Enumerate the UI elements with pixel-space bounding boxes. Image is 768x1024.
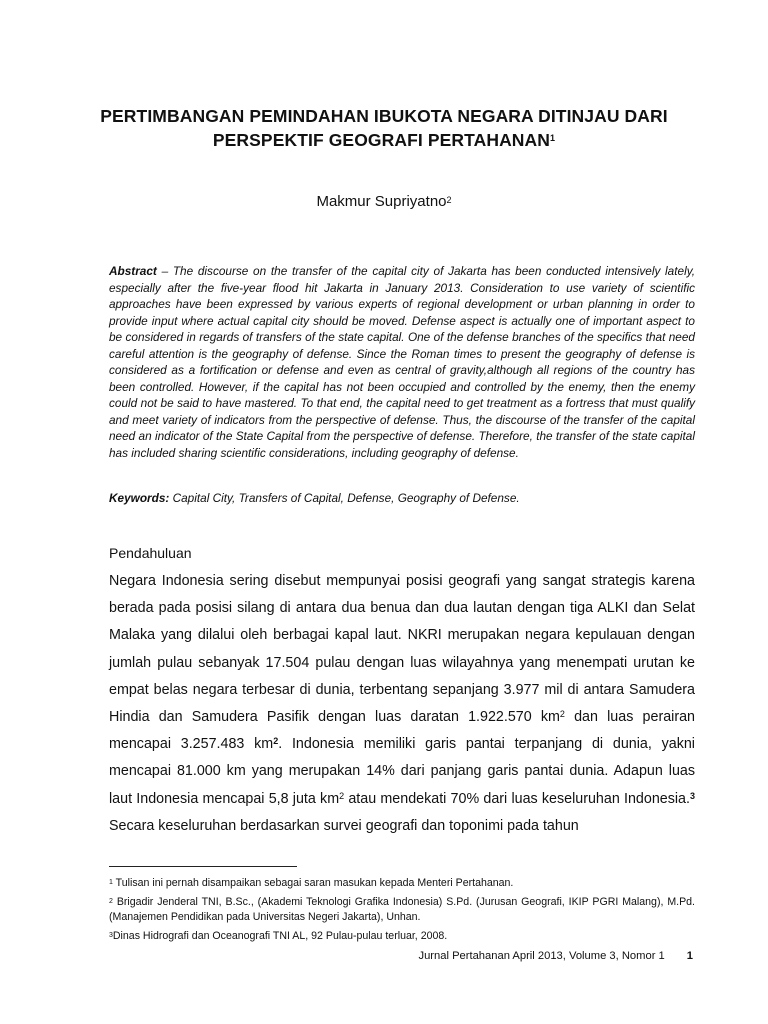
author-name bbox=[80, 192, 688, 212]
author-text: Makmur Supriyatno bbox=[316, 193, 447, 210]
title-line-2: PERSPEKTIF GEOGRAFI PERTAHANAN bbox=[212, 130, 551, 150]
body-text-5: Secara keseluruhan berdasarkan survei geografi dan toponimi pada tahun bbox=[109, 817, 579, 834]
body-text-3: . Indonesia memiliki garis pantai terpanjang di dunia, yakni mencapai 81.000 km yang merupakan 14% dari panjang garis pantai dunia. Adapun luas laut Indonesia mencapai 5,8 juta km bbox=[109, 736, 695, 807]
abstract-label: Abstract bbox=[109, 264, 157, 278]
footnote-3-text: Dinas Hidrografi dan Oceanografi TNI AL, 92 Pulau-pulau terluar, 2008. bbox=[112, 929, 448, 942]
body-paragraph bbox=[109, 568, 695, 840]
page-number: 1 bbox=[686, 950, 693, 962]
abstract-text: – The discourse on the transfer of the capital city of Jakarta has been conducted intensively lately, especially after the five-year flood hit Jakarta in January 2013. Consideration to use variety of scientific approaches have been expressed by various experts of regional development or urban planning in order to provide input where actual capital city should be moved. Defense aspect is actually one of important aspect to be considered in regards of transfers of the state capital. One of the defense branches of the specifics that need careful attention is the geography of defense. Since the Roman times to present the geography of defense is considered as a fortification or defense and even as central of gravity,although all regions of the country has been controlled. However, if the capital has not been occupied and controlled by the enemy, then the enemy could not be said to have mastered. To that end, the capital need to get treatment as a fortress that must qualify and meet variety of indicators from the perspective of defense. Thus, the discourse of the transfer of the capital need an indicator of the State Capital from the perspective of defense. Therefore, the transfer of the state capital has included sharing scientific considerations, including geography of defense. bbox=[109, 264, 695, 460]
title-footnote-marker: 1 bbox=[550, 133, 556, 143]
footnote-divider bbox=[109, 866, 297, 867]
footnote-1-marker: 1 bbox=[109, 879, 113, 886]
keywords-label: Keywords: bbox=[109, 491, 170, 505]
body-text-1: Negara Indonesia sering disebut mempunyai posisi geografi yang sangat strategis karena berada pada posisi silang di antara dua benua dan dua lautan dengan tiga ALKI dan Selat Malaka yang dilalui oleh berbagai kapal laut. NKRI merupakan negara kepulauan dengan jumlah pulau sebanyak 17.504 pulau dengan luas wilayahnya yang menempati urutan ke empat belas negara terbesar di dunia, terbentang sepanjang 3.977 mil di antara Samudera Hindia dan Samudera Pasifik dengan luas daratan 1.922.570 km bbox=[109, 573, 695, 726]
keywords bbox=[109, 490, 695, 506]
abstract bbox=[109, 263, 695, 461]
footnote-1 bbox=[109, 876, 695, 892]
footnote-2 bbox=[109, 895, 695, 926]
superscript-area-3: 2 bbox=[339, 790, 345, 801]
footnote-2-text: Brigadir Jenderal TNI, B.Sc., (Akademi Teknologi Grafika Indonesia) S.Pd. (Jurusan Geografi, IKIP PGRI Malang), M.Pd. (Manajemen Pendidikan pada Universitas Negeri Jakarta), Unhan. bbox=[109, 895, 695, 923]
running-footer bbox=[418, 949, 693, 963]
body-text-2: dan luas perairan mencapai 3.257.483 km bbox=[109, 709, 695, 753]
paper-title bbox=[80, 104, 688, 152]
footnote-3-marker: 3 bbox=[109, 931, 113, 939]
footnote-ref-3: 3 bbox=[689, 790, 695, 801]
title-line-1: PERTIMBANGAN PEMINDAHAN IBUKOTA NEGARA DITINJAU DARI bbox=[100, 106, 668, 126]
superscript-area-1: 2 bbox=[559, 709, 565, 720]
footnotes bbox=[109, 876, 695, 947]
keywords-text: Capital City, Transfers of Capital, Defense, Geography of Defense. bbox=[169, 491, 520, 505]
journal-citation: Jurnal Pertahanan April 2013, Volume 3, Nomor 1 bbox=[418, 950, 665, 962]
superscript-area-2: 2 bbox=[273, 736, 279, 747]
footnote-1-text: Tulisan ini pernah disampaikan sebagai saran masukan kepada Menteri Pertahanan. bbox=[112, 877, 514, 889]
body-text-4: atau mendekati 70% dari luas keseluruhan Indonesia. bbox=[344, 790, 690, 807]
footnote-3 bbox=[109, 929, 695, 945]
footnote-2-marker: 2 bbox=[109, 897, 113, 905]
section-heading: Pendahuluan bbox=[109, 545, 192, 561]
author-footnote-marker: 2 bbox=[446, 195, 452, 205]
